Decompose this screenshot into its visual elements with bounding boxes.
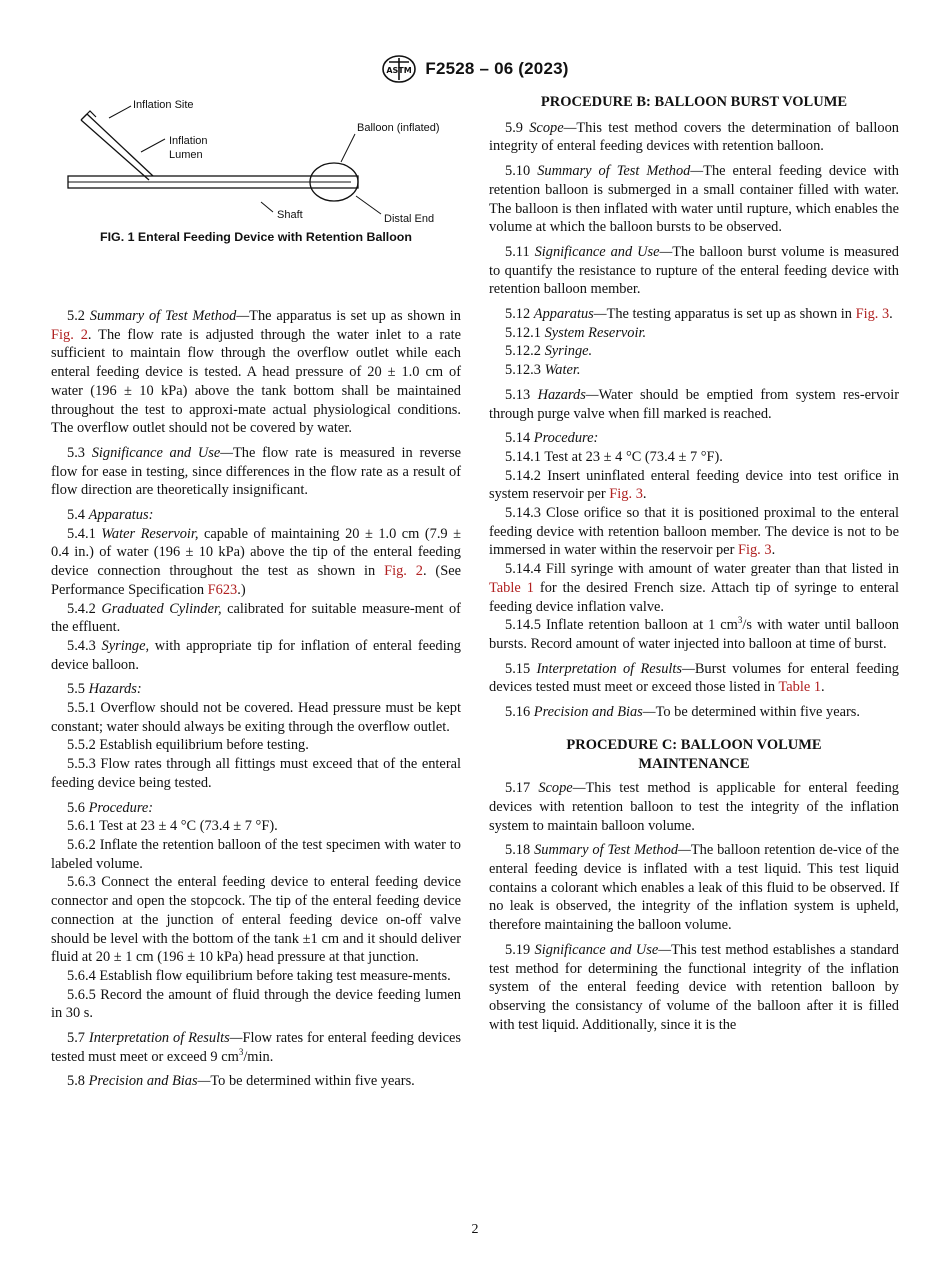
paragraph-5-14-4: 5.14.4 Fill syringe with amount of water greater than that listed in Table 1 for the desired French size. Attach tip of syringe to enteral feeding device inflation valve.	[489, 561, 900, 615]
paragraph-5-8: 5.8 Precision and Bias—To be determined within five years.	[67, 1073, 415, 1090]
left-column	[51, 307, 461, 1097]
paragraph-5-12: 5.12 Apparatus—The testing apparatus is set up as shown in Fig. 3.	[505, 306, 893, 323]
paragraph-5-6-2: 5.6.2 Inflate the retention balloon of the test specimen with water to labeled volume.	[51, 836, 461, 872]
paragraph-5-12-2: 5.12.2 Syringe.	[505, 343, 593, 360]
label-inflation-lumen-line1: Inflation	[169, 135, 208, 147]
paragraph-5-17: 5.17 Scope—This test method is applicable for enteral feeding devices with retention balloon to test the integrity of the inflation system to maintain balloon volume.	[489, 780, 899, 834]
paragraph-5-3: 5.3 Significance and Use—The flow rate is measured in reverse flow for ease in testing, since differences in the flow rate as a result of flow direction are theoretically insignificant.	[51, 444, 461, 499]
paragraph-5-6-1: 5.6.1 Test at 23 ± 4 °C (73.4 ± 7 °F).	[67, 818, 278, 835]
label-shaft: Shaft	[277, 209, 303, 221]
paragraph-5-4: 5.4 Apparatus:	[67, 507, 154, 524]
link-table-1[interactable]: Table 1	[489, 579, 534, 596]
figure-caption: FIG. 1 Enteral Feeding Device with Retention Balloon	[100, 230, 412, 244]
link-f623[interactable]: F623	[207, 581, 238, 598]
page-number: 2	[471, 1222, 479, 1237]
svg-text:ASTM: ASTM	[386, 66, 413, 75]
link-fig-3[interactable]: Fig. 3	[737, 542, 772, 559]
paragraph-5-14-3: 5.14.3 Close orifice so that it is positioned proximal to the enteral feeding device with retention balloon member. The device is not to be immersed in water within the reservoir per Fig. 3.	[489, 505, 899, 559]
paragraph-5-16: 5.16 Precision and Bias—To be determined within five years.	[505, 704, 860, 721]
paragraph-5-12-1: 5.12.1 System Reservoir.	[505, 324, 647, 341]
paragraph-5-15: 5.15 Interpretation of Results—Burst volumes for enteral feeding devices tested must meet or exceed those listed in Table 1.	[489, 660, 899, 696]
paragraph-5-14-5: 5.14.5 Inflate retention balloon at 1 $cm^3/s$ with water until balloon bursts. Record amount of water injected into balloon at time of burst.	[489, 615, 899, 652]
paragraph-5-18: 5.18 Summary of Test Method—The balloon retention de-vice of the enteral feeding device is inflated with a test liquid. This test liquid contains a colorant which enables a leak of this fluid to be observed. If no leak is observed, the integrity of the inflation system is upheld, therefore maintaining the balloon volume.	[489, 842, 899, 934]
paragraph-5-11: 5.11 Significance and Use—The balloon burst volume is measured to quantify the resistance to rupture of the enteral feeding device with retention balloon member.	[489, 243, 899, 298]
heading-procedure-c-line1: PROCEDURE C: BALLOON VOLUME	[566, 736, 822, 753]
link-fig-2[interactable]: Fig. 2	[51, 326, 88, 343]
link-fig-2[interactable]: Fig. 2	[384, 563, 423, 580]
paragraph-5-13: 5.13 Hazards—Water should be emptied from system res-ervoir through purge valve when fill marked is reached.	[489, 386, 899, 422]
paragraph-5-5-1: 5.5.1 Overflow should not be covered. Head pressure must be kept constant; water should always be exiting through the overflow outlet.	[51, 700, 461, 735]
paragraph-5-4-3: 5.4.3 Syringe, with appropriate tip for inflation of enteral feeding device balloon.	[51, 637, 461, 673]
paragraph-5-6-5: 5.6.5 Record the amount of fluid through the device feeding lumen in 30 s.	[51, 986, 461, 1022]
document-id: F2528 – 06 (2023)	[425, 59, 569, 78]
heading-procedure-c-line2: MAINTENANCE	[638, 755, 750, 772]
figure-1	[51, 92, 461, 252]
paragraph-5-12-3: 5.12.3 Water.	[505, 362, 581, 379]
paragraph-5-6: 5.6 Procedure:	[67, 799, 154, 816]
link-table-1[interactable]: Table 1	[778, 679, 822, 696]
label-inflation-site: Inflation Site	[133, 99, 194, 111]
label-distal-end: Distal End	[384, 213, 435, 225]
paragraph-5-10: 5.10 Summary of Test Method—The enteral feeding device with retention balloon is submerged in a small container filled with water. The balloon is then inflated with water until rupture, which enables the volume at which the balloon bursts to be observed.	[489, 163, 899, 236]
paragraph-5-5-3: 5.5.3 Flow rates through all fittings must exceed that of the enteral feeding device being tested.	[51, 756, 461, 791]
paragraph-5-5: 5.5 Hazards:	[67, 681, 142, 698]
enteral-feeding-device-diagram	[51, 92, 461, 230]
paragraph-5-2: 5.2 Summary of Test Method—The apparatus is set up as shown in Fig. 2. The flow rate is adjusted through the water inlet to a rate sufficient to maintain flow through the overflow outlet while each enteral feeding device is tested. A head pressure of 20 ± 1.0 cm of water (196 ± 10 kPa) above the tank bottom shall be maintained throughout the test to approxi-mate actual physiological conditions. The overflow outlet should not be covered by water.	[51, 308, 461, 437]
paragraph-5-4-2: 5.4.2 Graduated Cylinder, calibrated for suitable measure-ment of the effluent.	[51, 600, 461, 636]
link-fig-3[interactable]: Fig. 3	[855, 306, 890, 323]
paragraph-5-7: 5.7 Interpretation of Results—Flow rates for enteral feeding devices tested must meet or exceed 9 $cm^3/\min$.	[51, 1030, 461, 1065]
paragraph-5-5-2: 5.5.2 Establish equilibrium before testing.	[67, 737, 309, 754]
paragraph-5-14-2: 5.14.2 Insert uninflated enteral feeding device into test orifice in system reservoir per Fig. 3.	[489, 467, 899, 503]
link-fig-3[interactable]: Fig. 3	[609, 486, 643, 503]
right-column	[489, 93, 899, 1040]
heading-procedure-b: PROCEDURE B: BALLOON BURST VOLUME	[540, 94, 848, 110]
astm-logo-icon	[381, 54, 417, 84]
paragraph-5-6-3: 5.6.3 Connect the enteral feeding device to enteral feeding device connector and open the stopcock. The tip of the enteral feeding device connection at the junction of enteral feeding device on-off valve should be level with the bottom of the tank ±1 cm and it should deliver fluid at 20 ± 1 cm (196 ± 10 kPa) head pressure at that junction.	[51, 874, 461, 966]
paragraph-5-9: 5.9 Scope—This test method covers the determination of balloon integrity of enteral feeding devices with retention balloon.	[489, 119, 899, 155]
paragraph-5-6-4: 5.6.4 Establish flow equilibrium before taking test measure-ments.	[67, 967, 451, 984]
paragraph-5-19: 5.19 Significance and Use—This test method establishes a standard test method for determining the functional integrity of the inflation system of the enteral feeding device with retention balloon by observing the consistancy of volume of the balloon after it is filled with test liquid. Additionally, since it is the	[489, 941, 899, 1033]
paragraph-5-14: 5.14 Procedure:	[505, 430, 599, 447]
label-inflation-lumen-line2: Lumen	[169, 149, 203, 161]
paragraph-5-14-1: 5.14.1 Test at 23 ± 4 °C (73.4 ± 7 °F).	[505, 448, 723, 465]
paragraph-5-4-1: 5.4.1 Water Reservoir, capable of maintaining 20 ± 1.0 cm (7.9 ± 0.4 in.) of water (196 ± 10 kPa) above the tip of the enteral feeding device connection throughout the test as shown in Fig. 2. (See Performance Specification F623.)	[51, 525, 462, 598]
page-header	[0, 52, 950, 86]
label-balloon: Balloon (inflated)	[357, 122, 440, 134]
